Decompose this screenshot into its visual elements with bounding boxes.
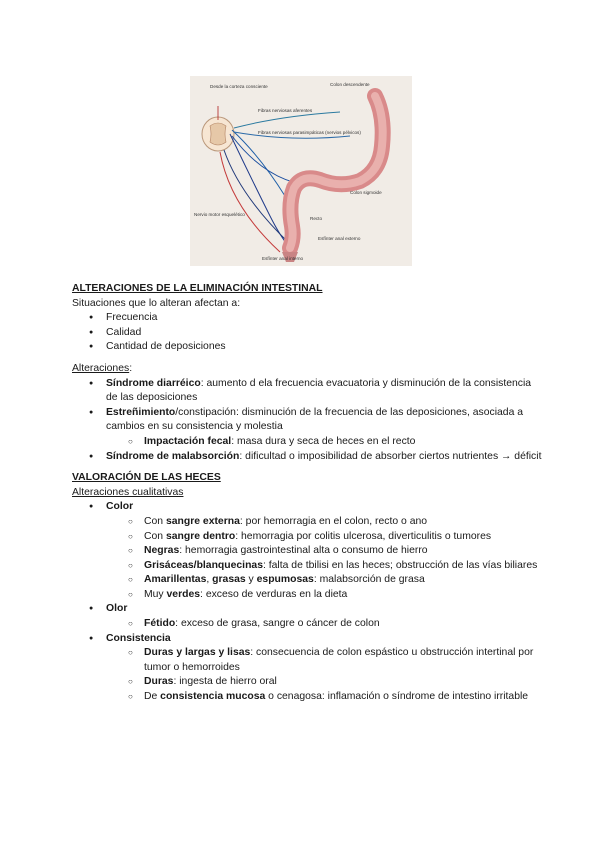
valoracion-list	[72, 500, 542, 704]
list-item: ○ Amarillentas, grasas y espumosas: malabsorción de grasa	[72, 573, 542, 588]
list-item: ○ Negras: hemorragia gastrointestinal alta o consumo de hierro	[72, 544, 542, 559]
list-item-consistencia: ● Consistencia ○ Duras y largas y lisas: consecuencia de colon espástico u obstrucción intertinal por tumor o hemorroides ○ Duras: ingesta de hierro oral ○ De consistencia mucosa o cenagosa: inflamación o síndrome de intestino irritable	[72, 632, 542, 705]
label-fibras-aferentes: Fibras nerviosas aferentes	[258, 108, 313, 113]
list-item-olor: ● Olor ○ Fétido: exceso de grasa, sangre o cáncer de colon	[72, 602, 542, 631]
label-colon-descendente: Colon descendente	[330, 82, 370, 87]
consistencia-sublist	[106, 646, 542, 704]
list-item: ○ Duras y largas y lisas: consecuencia de colon espástico u obstrucción intertinal por tumor o hemorroides	[72, 646, 542, 675]
sublist	[106, 435, 542, 450]
label-fibras-parasimpaticas: Fibras nerviosas parasimpáticas (nervios pélvicos)	[258, 130, 361, 135]
alteraciones-list	[72, 377, 542, 465]
intro-text: Situaciones que lo alteran afectan a:	[72, 297, 241, 309]
list-item: ○ Muy verdes: exceso de verduras en la dieta	[72, 588, 542, 603]
list-item: ○ Con sangre externa: por hemorragia en el colon, recto o ano	[72, 515, 542, 530]
label-cortex: Desde la corteza consciente	[210, 84, 268, 89]
alteraciones-heading: Alteraciones:	[72, 362, 133, 374]
label-recto: Recto	[310, 216, 323, 221]
document-body	[72, 282, 542, 705]
olor-sublist	[106, 617, 542, 632]
list-item: ● Calidad	[72, 326, 542, 341]
list-item: ● Estreñimiento/constipación: disminución de la frecuencia de las deposiciones, asociada a cambios en su consistencia y molestia ○ Impactación fecal: masa dura y seca de heces en el recto	[72, 406, 542, 450]
list-item: ○ Duras: ingesta de hierro oral	[72, 675, 542, 690]
list-item: ○ Con sangre dentro: hemorragia por colitis ulcerosa, diverticulitis o tumores	[72, 530, 542, 545]
list-item: ○ De consistencia mucosa o cenagosa: inflamación o síndrome de intestino irritable	[72, 690, 542, 705]
label-colon-sigmoide: Colon sigmoide	[350, 190, 382, 195]
colon-illustration	[190, 76, 412, 266]
list-item: ● Síndrome de malabsorción: dificultad o imposibilidad de absorber ciertos nutrientes → déficit	[72, 450, 542, 465]
factors-list	[72, 311, 542, 355]
list-item: ○ Grisáceas/blanquecinas: falta de tbilisi en las heces; obstrucción de las vías biliares	[72, 559, 542, 574]
label-esfinter-externo: Esfínter anal externo	[318, 236, 361, 241]
subtitle-alteraciones-cualitativas: Alteraciones cualitativas	[72, 486, 184, 498]
label-nervio-motor: Nervio motor esquelético	[194, 212, 245, 217]
section-title-valoracion: VALORACIÓN DE LAS HECES	[72, 472, 221, 484]
section-title-alteraciones: ALTERACIONES DE LA ELIMINACIÓN INTESTINAL	[72, 283, 323, 294]
list-item-color: ● Color ○ Con sangre externa: por hemorragia en el colon, recto o ano ○ Con sangre dentro: hemorragia por colitis ulcerosa, diverticulitis o tumores ○ Negras: hemorragia gastrointestinal alta o consumo de hierro ○ Grisáceas/blanquecinas: falta de tbilisi en las heces; obstrucción de las vías biliares ○ Amarillentas, grasas y espumosas: malabsorción de grasa ○ Muy verdes: exceso de verduras en la dieta	[72, 500, 542, 602]
color-sublist	[106, 515, 542, 603]
label-esfinter-interno: Esfínter anal interno	[262, 256, 304, 261]
list-item: ○ Impactación fecal: masa dura y seca de heces en el recto	[72, 435, 542, 450]
list-item: ● Síndrome diarréico: aumento d ela frecuencia evacuatoria y disminución de la consistencia de las deposiciones	[72, 377, 542, 406]
list-item: ● Frecuencia	[72, 311, 542, 326]
list-item: ○ Fétido: exceso de grasa, sangre o cáncer de colon	[72, 617, 542, 632]
list-item: ● Cantidad de deposiciones	[72, 340, 542, 355]
colon-innervation-figure	[190, 76, 412, 266]
